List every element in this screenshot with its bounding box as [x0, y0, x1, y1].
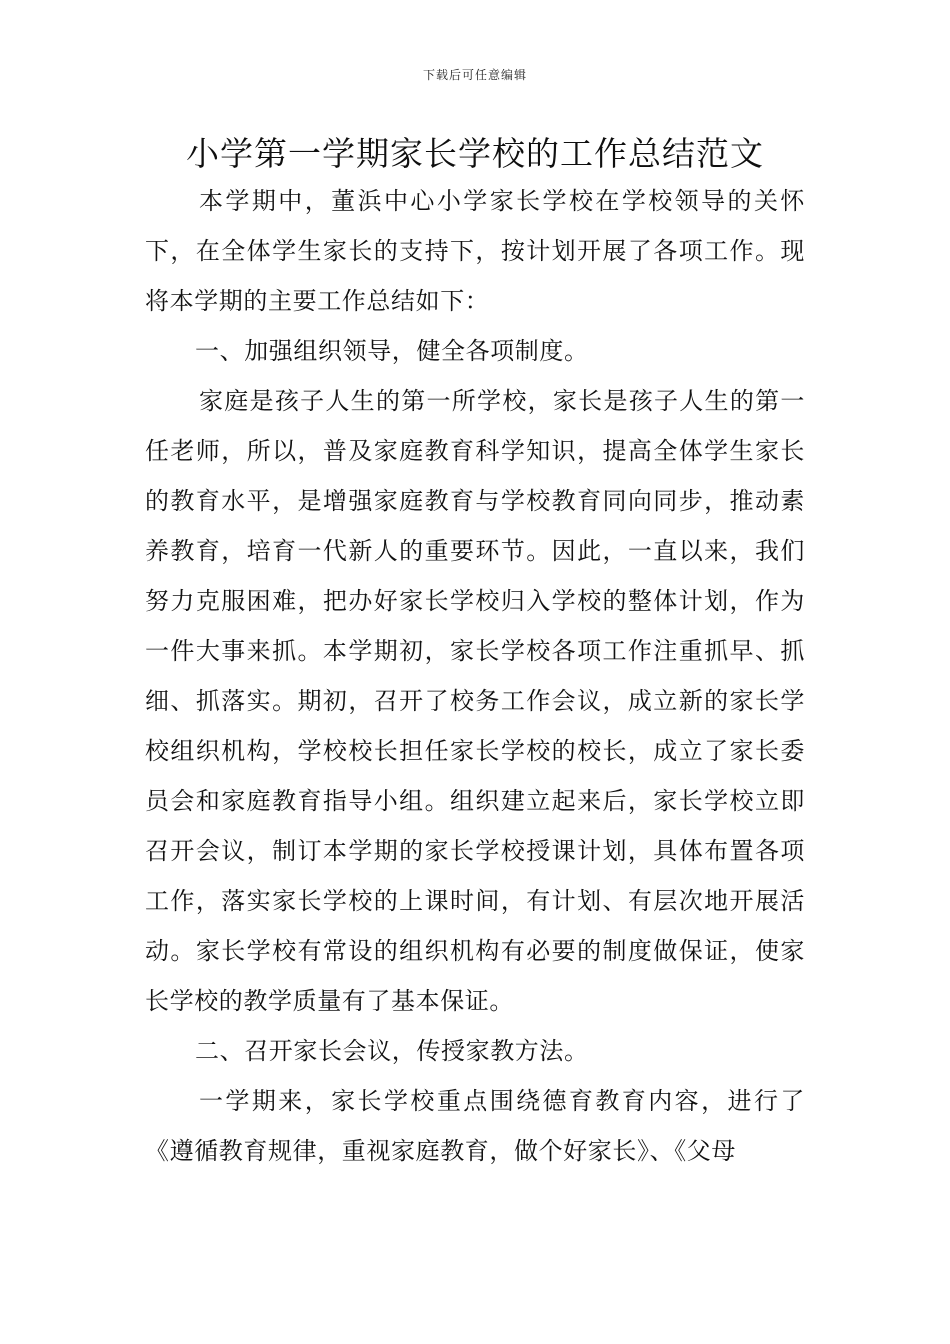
section-1-paragraph: 家庭是孩子人生的第一所学校，家长是孩子人生的第一任老师，所以，普及家庭教育科学知识，提高全体学生家长的教育水平，是增强家庭教育与学校教育同向同步，推动素养教育，培育一代新人的重要环节。因此，一直以来，我们努力克服困难，把办好家长学校归入学校的整体计划，作为一件大事来抓。本学期初，家长学校各项工作注重抓早、抓细、抓落实。期初，召开了校务工作会议，成立新的家长学校组织机构，学校校长担任家长学校的校长，成立了家长委员会和家庭教育指导小组。组织建立起来后，家长学校立即召开会议，制订本学期的家长学校授课计划，具体布置各项工作，落实家长学校的上课时间，有计划、有层次地开展活动。家长学校有常设的组织机构有必要的制度做保证，使家长学校的教学质量有了基本保证。 — [145, 387, 805, 1015]
header-note: 下载后可任意编辑 — [422, 68, 527, 82]
document-title: 小学第一学期家长学校的工作总结范文 — [186, 134, 764, 173]
section-2-paragraph: 一学期来，家长学校重点围绕德育教育内容，进行了《遵循教育规律，重视家庭教育，做个好家长》、《父母 — [145, 1087, 805, 1165]
intro-paragraph: 本学期中，董浜中心小学家长学校在学校领导的关怀下，在全体学生家长的支持下，按计划开展了各项工作。现将本学期的主要工作总结如下： — [145, 187, 805, 315]
section-heading-2: 二、召开家长会议，传授家教方法。 — [195, 1037, 589, 1065]
document-body — [145, 176, 805, 1176]
section-heading-1: 一、加强组织领导，健全各项制度。 — [195, 337, 589, 365]
